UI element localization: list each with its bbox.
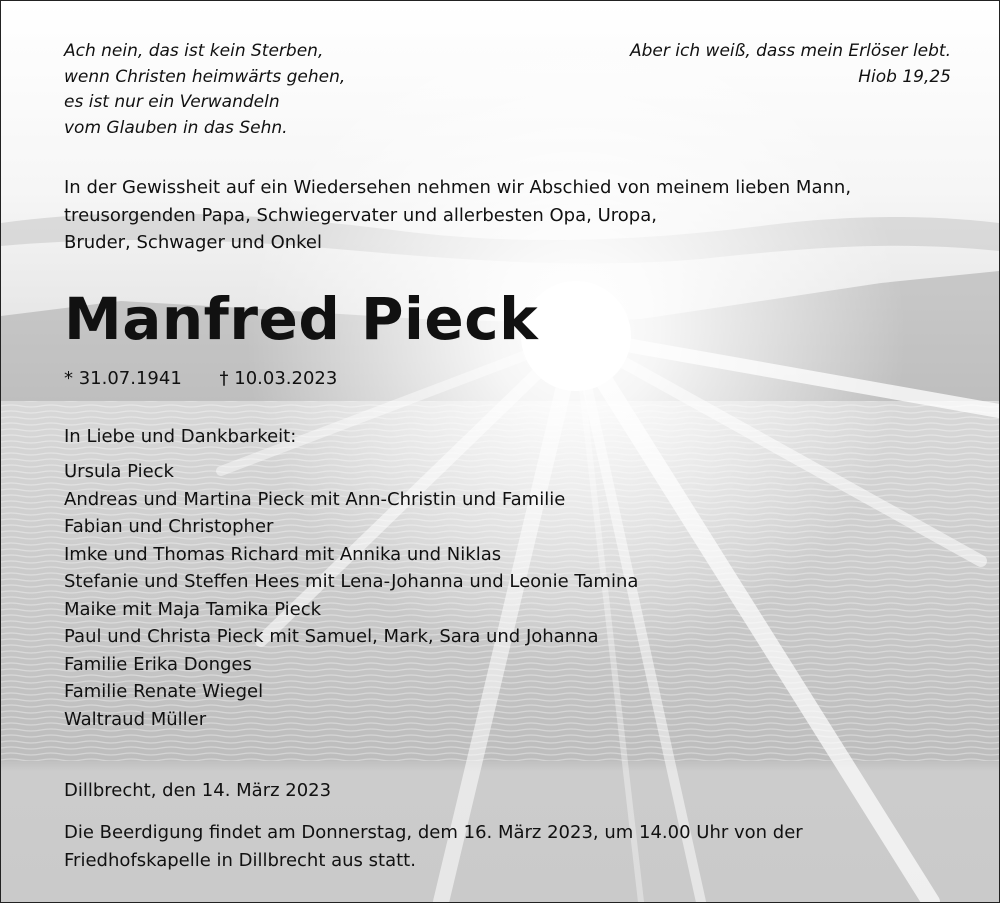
funeral-line: Friedhofskapelle in Dillbrecht aus statt. (64, 849, 416, 871)
mourner: Paul und Christa Pieck mit Samuel, Mark, Sara und Johanna (64, 626, 599, 647)
place-date: Dillbrecht, den 14. März 2023 (64, 780, 332, 801)
mourner: Imke und Thomas Richard mit Annika und Niklas (64, 543, 502, 565)
mourner: Familie Renate Wiegel (64, 681, 264, 702)
mourner: Stefanie und Steffen Hees mit Lena-Johanna und Leonie Tamina (64, 571, 639, 592)
intro-line: treusorgenden Papa, Schwiegervater und allerbesten Opa, Uropa, (64, 204, 657, 226)
mourner: Familie Erika Donges (64, 653, 252, 675)
deceased-name: Manfred Pieck (64, 285, 539, 353)
quote-source: Hiob 19,25 (858, 66, 951, 87)
funeral-notice (64, 819, 803, 874)
mourners-list (64, 458, 638, 733)
verse (64, 39, 345, 141)
verse-line: vom Glauben in das Sehn. (64, 117, 288, 138)
mourner: Waltraud Müller (64, 708, 207, 730)
intro-text (64, 174, 851, 257)
mourner: Fabian und Christopher (64, 516, 274, 537)
dedication: In Liebe und Dankbarkeit: (64, 426, 297, 447)
verse-line: Ach nein, das ist kein Sterben, (64, 41, 324, 61)
life-dates (64, 365, 337, 393)
verse-line: wenn Christen heimwärts gehen, (64, 66, 346, 87)
verse-line: es ist nur ein Verwandeln (64, 92, 280, 112)
death-date: † 10.03.2023 (219, 368, 338, 389)
mourner: Andreas und Martina Pieck mit Ann-Christin und Familie (64, 488, 566, 510)
funeral-line: Die Beerdigung findet am Donnerstag, dem 16. März 2023, um 14.00 Uhr von der (64, 822, 803, 843)
mourner: Maike mit Maja Tamika Pieck (64, 598, 322, 620)
intro-line: Bruder, Schwager und Onkel (64, 232, 323, 253)
mourner: Ursula Pieck (64, 461, 174, 482)
intro-line: In der Gewissheit auf ein Wiedersehen nehmen wir Abschied von meinem lieben Mann, (64, 177, 852, 198)
bible-quote (630, 39, 951, 90)
birth-date: * 31.07.1941 (64, 368, 182, 389)
quote-text: Aber ich weiß, dass mein Erlöser lebt. (630, 41, 951, 61)
